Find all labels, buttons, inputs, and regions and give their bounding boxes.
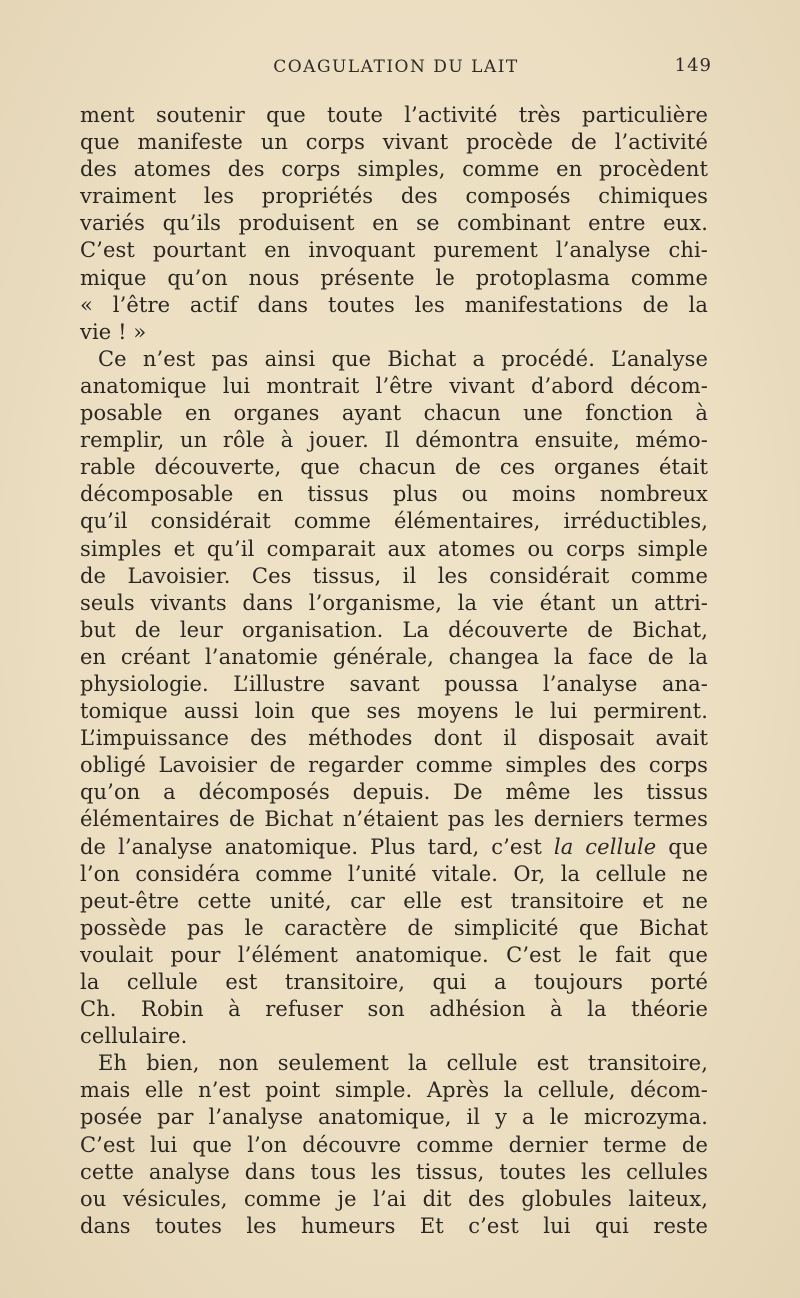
text-line: élémentaires de Bichat n’étaient pas les derniers termes	[80, 807, 708, 832]
text-line: des atomes des corps simples, comme en procèdent	[80, 157, 708, 182]
running-head	[80, 52, 712, 82]
text-segment: de l’analyse anatomique. Plus tard, c’est	[80, 834, 554, 859]
text-line: qu’on a décomposés depuis. De même les tissus	[80, 780, 708, 805]
text-line: possède pas le caractère de simplicité que Bichat	[80, 915, 708, 940]
page-number: 149	[674, 55, 712, 76]
text-line: l’on considéra comme l’unité vitale. Or, la cellule ne	[80, 861, 708, 886]
text-line: variés qu’ils produisent en se combinant entre eux.	[80, 211, 708, 236]
text-line: voulait pour l’élément anatomique. C’est le fait que	[80, 942, 708, 967]
text-line: de Lavoisier. Ces tissus, il les considérait comme	[80, 563, 708, 588]
text-line: simples et qu’il comparait aux atomes ou corps simple	[80, 536, 708, 561]
text-line: Ch. Robin à refuser son adhésion à la théorie	[80, 997, 708, 1022]
body-text	[80, 102, 708, 1240]
text-line: C’est pourtant en invoquant purement l’analyse chi-	[80, 238, 708, 263]
text-line: posée par l’analyse anatomique, il y a le microzyma.	[80, 1105, 708, 1130]
text-line: rable découverte, que chacun de ces organes était	[80, 455, 708, 480]
text-line: décomposable en tissus plus ou moins nombreux	[80, 482, 708, 507]
text-segment: que	[656, 834, 708, 859]
text-line	[80, 834, 708, 861]
text-line: L’impuissance des méthodes dont il disposait avait	[80, 726, 708, 751]
text-line: peut-être cette unité, car elle est transitoire et ne	[80, 888, 708, 913]
text-line: cellulaire.	[80, 1024, 188, 1049]
text-line: mique qu’on nous présente le protoplasma comme	[80, 265, 708, 290]
text-line: dans toutes les humeurs Et c’est lui qui reste	[80, 1213, 708, 1238]
text-line: la cellule est transitoire, qui a toujours porté	[80, 970, 708, 994]
text-line: mais elle n’est point simple. Après la cellule, décom-	[80, 1078, 708, 1103]
text-line: Eh bien, non seulement la cellule est transitoire,	[98, 1051, 708, 1076]
text-line: C’est lui que l’on découvre comme dernier terme de	[80, 1132, 708, 1157]
text-line: Ce n’est pas ainsi que Bichat a procédé. L’analyse	[98, 346, 708, 371]
text-line: cette analyse dans tous les tissus, toutes les cellules	[80, 1159, 708, 1184]
running-title: COAGULATION DU LAIT	[273, 57, 519, 77]
text-line: physiologie. L’illustre savant poussa l’analyse ana-	[80, 671, 708, 696]
text-line: vraiment les propriétés des composés chimiques	[80, 184, 708, 209]
text-line: ou vésicules, comme je l’ai dit des globules laiteux,	[80, 1186, 708, 1211]
text-line: but de leur organisation. La découverte de Bichat,	[80, 617, 708, 642]
text-line: ment soutenir que toute l’activité très particulière	[80, 103, 708, 127]
text-line: que manifeste un corps vivant procède de l’activité	[80, 130, 708, 155]
text-line: posable en organes ayant chacun une fonction à	[80, 401, 708, 426]
text-line: tomique aussi loin que ses moyens le lui permirent.	[80, 699, 708, 724]
text-line: remplir, un rôle à jouer. Il démontra ensuite, mémo-	[80, 428, 708, 453]
text-line: vie ! »	[80, 319, 147, 344]
text-line: « l’être actif dans toutes les manifestations de la	[80, 292, 708, 317]
text-line: seuls vivants dans l’organisme, la vie étant un attri-	[80, 590, 708, 615]
italic-term: la cellule	[553, 834, 657, 859]
text-line: obligé Lavoisier de regarder comme simples des corps	[80, 753, 708, 778]
text-line: en créant l’anatomie générale, changea la face de la	[80, 644, 708, 669]
text-line: qu’il considérait comme élémentaires, irréductibles,	[80, 509, 708, 534]
text-line: anatomique lui montrait l’être vivant d’abord décom-	[80, 373, 708, 398]
